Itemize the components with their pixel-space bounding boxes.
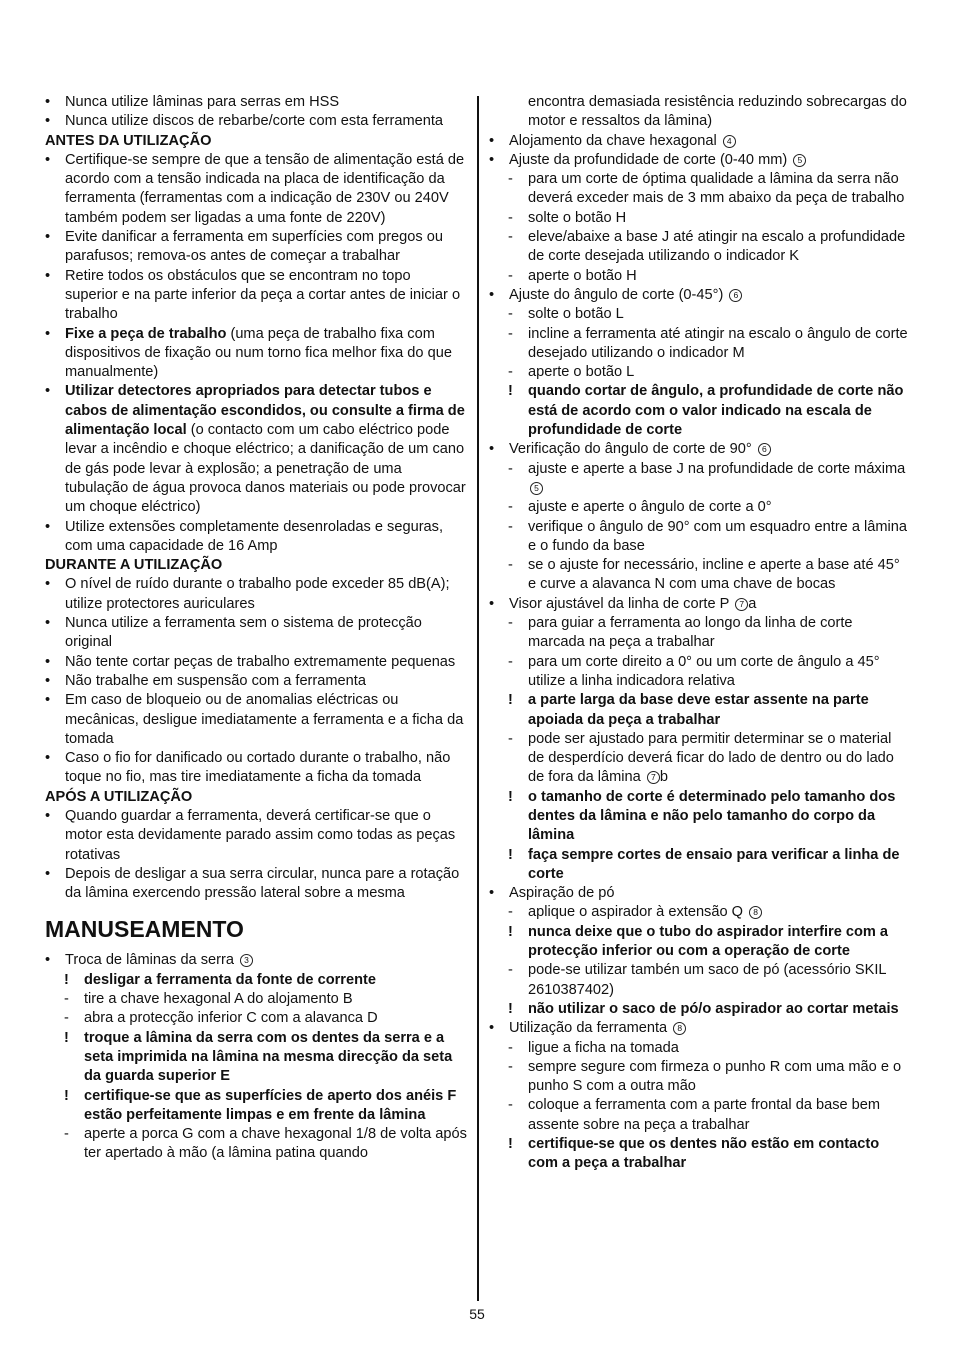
bullet-item (45, 228, 467, 267)
figure-reference-icon: 8 (749, 906, 762, 919)
bullet-marker: • (45, 615, 51, 632)
warning-marker: ! (508, 1000, 513, 1017)
sub-item (489, 614, 911, 653)
sub-item (489, 903, 911, 922)
dash-marker: - (508, 325, 513, 342)
bullet-marker: • (45, 325, 51, 342)
sub-item (489, 923, 911, 962)
bold-text: Fixe a peça de trabalho (65, 325, 227, 342)
bullet-marker: • (45, 518, 51, 535)
dash-marker: - (508, 730, 513, 747)
bullet-marker: • (45, 750, 51, 767)
text: (uma peça de trabalho fixa com dispositivos de fixação ou num torno fica melhor fixa do que manualmente) (65, 325, 452, 381)
text: Utilização da ferramenta (509, 1020, 672, 1037)
text: Certifique-se sempre de que a tensão de alimentação está de acordo com a tensão indicada na placa de identificação da ferramenta (ferramentas com a indicação de 230V ou 240V também podem ser ligadas a uma fonte de 220V) (65, 151, 465, 226)
bold-text: faça sempre cortes de ensaio para verificar a linha de corte (528, 846, 900, 882)
text: Caso o fio for danificado ou cortado durante o trabalho, não toque no fio, mas tire imediatamente a ficha da tomada (65, 750, 451, 786)
warning-marker: ! (508, 923, 513, 940)
sub-item (489, 498, 911, 517)
text: sempre segure com firmeza o punho R com uma mão e o punho S com a outra mão (528, 1058, 902, 1095)
text: pode-se utilizar tambén um saco de pó (acessório SKIL 2610387402) (528, 962, 887, 998)
section-title: MANUSEAMENTO (45, 916, 244, 943)
sub-item (489, 170, 911, 209)
dash-marker: - (508, 499, 513, 516)
text: para um corte direito a 0° ou um corte de ângulo a 45° utilize a linha indicadora relativa (528, 653, 880, 689)
text: Não tente cortar peças de trabalho extremamente pequenas (65, 653, 456, 670)
warning-marker: ! (508, 383, 513, 400)
bold-text: certifique-se que os dentes não estão em contacto com a peça a trabalhar (528, 1136, 880, 1172)
bullet-marker: • (45, 672, 51, 689)
dash-marker: - (508, 267, 513, 284)
bullet-item (489, 1019, 911, 1038)
warning-marker: ! (508, 846, 513, 863)
bullet-item (45, 749, 467, 788)
text: abra a protecção inferior C com a alavanca D (84, 1010, 378, 1027)
sub-item (489, 325, 911, 364)
dash-marker: - (508, 518, 513, 535)
text: Nunca utilize a ferramenta sem o sistema de protecção original (65, 615, 422, 651)
text: se o ajuste for necessário, incline e aperte a base até 45° e curve a alavanca N com uma chave de bocas (528, 557, 900, 593)
bold-text: nunca deixe que o tubo do aspirador interfire com a protecção inferior ou com a operação de corte (528, 923, 889, 960)
left-column (45, 93, 467, 1164)
dash-marker: - (508, 171, 513, 188)
warning-marker: ! (64, 971, 69, 988)
sub-item (45, 990, 467, 1009)
bullet-item (45, 691, 467, 749)
dash-marker: - (508, 1039, 513, 1056)
bullet-marker: • (45, 267, 51, 284)
sub-item (489, 788, 911, 846)
bullet-marker: • (45, 113, 51, 130)
text: ajuste e aperte a base J na profundidade de corte máxima (528, 460, 906, 477)
bullet-item (45, 382, 467, 517)
sub-item (489, 305, 911, 324)
bullet-item (489, 132, 911, 151)
bold-text: certifique-se que as superfícies de aperto dos anéis F estão perfeitamente limpas e em frente da lâmina (84, 1087, 457, 1123)
warning-marker: ! (508, 1136, 513, 1153)
figure-reference-icon: 5 (530, 482, 543, 495)
bullet-marker: • (45, 229, 51, 246)
text: verifique o ângulo de 90° com um esquadro entre a lâmina e o fundo da base (528, 518, 908, 554)
bullet-item (45, 151, 467, 228)
sub-item (489, 1039, 911, 1058)
warning-marker: ! (64, 1087, 69, 1104)
sub-item (489, 691, 911, 730)
text: ajuste e aperte o ângulo de corte a 0° (528, 499, 772, 516)
dash-marker: - (508, 229, 513, 246)
figure-reference-icon: 3 (240, 954, 253, 967)
sub-item (489, 382, 911, 440)
text: para um corte de óptima qualidade a lâmina da serra não deverá exceder mais de 3 mm abaixo da peça de trabalho (528, 171, 905, 207)
bullet-marker: • (45, 692, 51, 709)
bullet-item (45, 807, 467, 865)
bullet-item (489, 286, 911, 305)
dash-marker: - (508, 557, 513, 574)
sub-item (489, 267, 911, 286)
text: aperte o botão L (528, 364, 635, 381)
dash-marker: - (508, 653, 513, 670)
text: solte o botão L (528, 306, 624, 323)
text: (o contacto com um cabo eléctrico pode levar a incêndio e choque eléctrico; a danificação de um cano de gás pode levar à explosão; a penetração de uma tubulação de água provoca danos materiais ou pode provocar um choque eléctrico) (65, 422, 466, 516)
bullet-marker: • (489, 132, 495, 149)
figure-reference-icon: 7 (735, 598, 748, 611)
bullet-marker: • (489, 1020, 495, 1037)
sub-item (45, 971, 467, 990)
dash-marker: - (508, 460, 513, 477)
text: a (748, 595, 757, 612)
bullet-item (45, 325, 467, 383)
text: coloque a ferramenta com a parte frontal da base bem assente sobre na peça a trabalhar (528, 1097, 881, 1133)
section-heading: APÓS A UTILIZAÇÃO (45, 788, 193, 805)
figure-reference-icon: 7 (647, 771, 660, 784)
figure-reference-icon: 8 (673, 1022, 686, 1035)
bullet-marker: • (489, 441, 495, 458)
figure-reference-icon: 5 (793, 154, 806, 167)
sub-item (489, 730, 911, 788)
bold-text: desligar a ferramenta da fonte de corrente (84, 971, 376, 988)
bullet-item (45, 653, 467, 672)
text: pode ser ajustado para permitir determinar se o material de desperdício deverá ficar do lado de dentro ou do lado de fora da lâmina (528, 730, 894, 786)
bullet-marker: • (45, 94, 51, 110)
bullet-item (45, 672, 467, 691)
bullet-marker: • (45, 576, 51, 593)
text: Não trabalhe em suspensão com a ferramenta (65, 672, 366, 689)
sub-item (45, 1009, 467, 1028)
dash-marker: - (508, 615, 513, 632)
text: Aspiração de pó (509, 885, 615, 902)
bullet-marker: • (45, 807, 51, 824)
bullet-marker: • (45, 952, 51, 969)
sub-item (45, 1125, 467, 1164)
dash-marker: - (508, 209, 513, 226)
sub-item (489, 518, 911, 557)
sub-item (489, 228, 911, 267)
bold-text: o tamanho de corte é determinado pelo tamanho dos dentes da lâmina e não pelo tamanho do corpo da lâmina (528, 788, 896, 844)
dash-marker: - (508, 306, 513, 323)
sub-item (489, 1058, 911, 1097)
bold-text: troque a lâmina da serra com os dentes da serra e a seta imprimida na lâmina na mesma direcção da seta da guarda superior E (84, 1029, 453, 1085)
bullet-marker: • (45, 383, 51, 400)
figure-reference-icon: 6 (758, 443, 771, 456)
bold-text: Utilizar detectores apropriados para detectar tubos e cabos de alimentação escondidos, ou consulte a firma de alimentação local (65, 383, 465, 439)
dash-marker: - (508, 1097, 513, 1114)
text: aperte o botão H (528, 267, 637, 284)
section-heading: ANTES DA UTILIZAÇÃO (45, 132, 212, 149)
bullet-item (45, 518, 467, 557)
dash-marker: - (508, 962, 513, 979)
bullet-item (45, 93, 467, 112)
bullet-marker: • (489, 286, 495, 303)
sub-item (45, 1029, 467, 1087)
page-number: 55 (469, 1306, 485, 1322)
continued-text (489, 93, 911, 132)
bullet-item (45, 267, 467, 325)
dash-marker: - (64, 991, 69, 1008)
text: ligue a ficha na tomada (528, 1039, 679, 1056)
dash-marker: - (508, 1058, 513, 1075)
text: tire a chave hexagonal A do alojamento B (84, 991, 353, 1008)
sub-item (45, 1087, 467, 1126)
bullet-marker: • (45, 151, 51, 168)
dash-marker: - (64, 1126, 69, 1143)
sub-item (489, 363, 911, 382)
sub-item (489, 460, 911, 499)
text: Visor ajustável da linha de corte P (509, 595, 734, 612)
bullet-marker: • (45, 653, 51, 670)
text: Evite danificar a ferramenta em superfícies com pregos ou parafusos; remova-os antes de começar a trabalhar (65, 229, 443, 265)
bullet-item (45, 112, 467, 131)
bullet-item (45, 614, 467, 653)
right-column (489, 93, 911, 1174)
figure-reference-icon: 6 (729, 289, 742, 302)
sub-item (489, 1135, 911, 1174)
dash-marker: - (508, 904, 513, 921)
bullet-marker: • (489, 595, 495, 612)
bold-text: não utilizar o saco de pó/o aspirador ao cortar metais (528, 1000, 899, 1017)
text: Utilize extensões completamente desenroladas e seguras, com uma capacidade de 16 Amp (65, 518, 444, 554)
text: aplique o aspirador à extensão Q (528, 904, 748, 921)
bold-text: a parte larga da base deve estar assente na parte apoiada da peça a trabalhar (528, 692, 869, 728)
bullet-item (489, 884, 911, 903)
sub-item (489, 653, 911, 692)
bullet-item (489, 595, 911, 614)
bold-text: quando cortar de ângulo, a profundidade de corte não está de acordo com o valor indicado na escala de profundidade de corte (528, 383, 904, 439)
section-heading: DURANTE A UTILIZAÇÃO (45, 557, 223, 574)
text: para guiar a ferramenta ao longo da linha de corte marcada na peça a trabalhar (528, 615, 853, 651)
text: solte o botão H (528, 209, 627, 226)
dash-marker: - (64, 1010, 69, 1027)
column-divider (477, 96, 479, 1301)
bullet-marker: • (45, 865, 51, 882)
text: encontra demasiada resistência reduzindo sobrecargas do motor e ressaltos da lâmina) (528, 94, 907, 130)
bullet-marker: • (489, 151, 495, 168)
bullet-item (489, 151, 911, 170)
text: Nunca utilize discos de rebarbe/corte com esta ferramenta (65, 113, 443, 130)
figure-reference-icon: 4 (723, 135, 736, 148)
text: Verificação do ângulo de corte de 90° (509, 441, 756, 458)
text: eleve/abaixe a base J até atingir na escalo a profundidade de corte desejada utilizando o indicador K (528, 229, 906, 265)
sub-item (489, 1000, 911, 1019)
text: Troca de lâminas da serra (65, 952, 239, 969)
bullet-item (45, 575, 467, 614)
text: b (659, 769, 668, 786)
text: aperte a porca G com a chave hexagonal 1/8 de volta após ter apertado à mão (a lâmina patina quando (84, 1126, 467, 1162)
warning-marker: ! (508, 788, 513, 805)
text: Retire todos os obstáculos que se encontram no topo superior e na parte inferior da peça a cortar antes de iniciar o trabalho (65, 267, 461, 323)
bullet-marker: • (489, 885, 495, 902)
text: Ajuste da profundidade de corte (0-40 mm) (509, 151, 792, 168)
bullet-item (45, 951, 467, 970)
bullet-item (45, 865, 467, 904)
dash-marker: - (508, 364, 513, 381)
text: Quando guardar a ferramenta, deverá certificar-se que o motor esta devidamente parado assim como todas as peças rotativas (65, 807, 456, 863)
warning-marker: ! (64, 1029, 69, 1046)
sub-item (489, 1096, 911, 1135)
text: Alojamento da chave hexagonal (509, 132, 721, 149)
warning-marker: ! (508, 692, 513, 709)
sub-item (489, 556, 911, 595)
sub-item (489, 961, 911, 1000)
text: incline a ferramenta até atingir na escalo o ângulo de corte desejado utilizando o indicador M (528, 325, 908, 361)
text: Em caso de bloqueio ou de anomalias eléctricas ou mecânicas, desligue imediatamente a ferramenta e a ficha da tomada (65, 692, 464, 747)
bullet-item (489, 440, 911, 459)
text: Depois de desligar a sua serra circular, nunca pare a rotação da lâmina exercendo pressão lateral sobre a mesma (65, 865, 460, 902)
text: O nível de ruído durante o trabalho pode exceder 85 dB(A); utilize protectores auriculares (65, 576, 450, 612)
text: Ajuste do ângulo de corte (0-45°) (509, 286, 728, 303)
sub-item (489, 209, 911, 228)
sub-item (489, 846, 911, 885)
text: Nunca utilize lâminas para serras em HSS (65, 94, 340, 110)
